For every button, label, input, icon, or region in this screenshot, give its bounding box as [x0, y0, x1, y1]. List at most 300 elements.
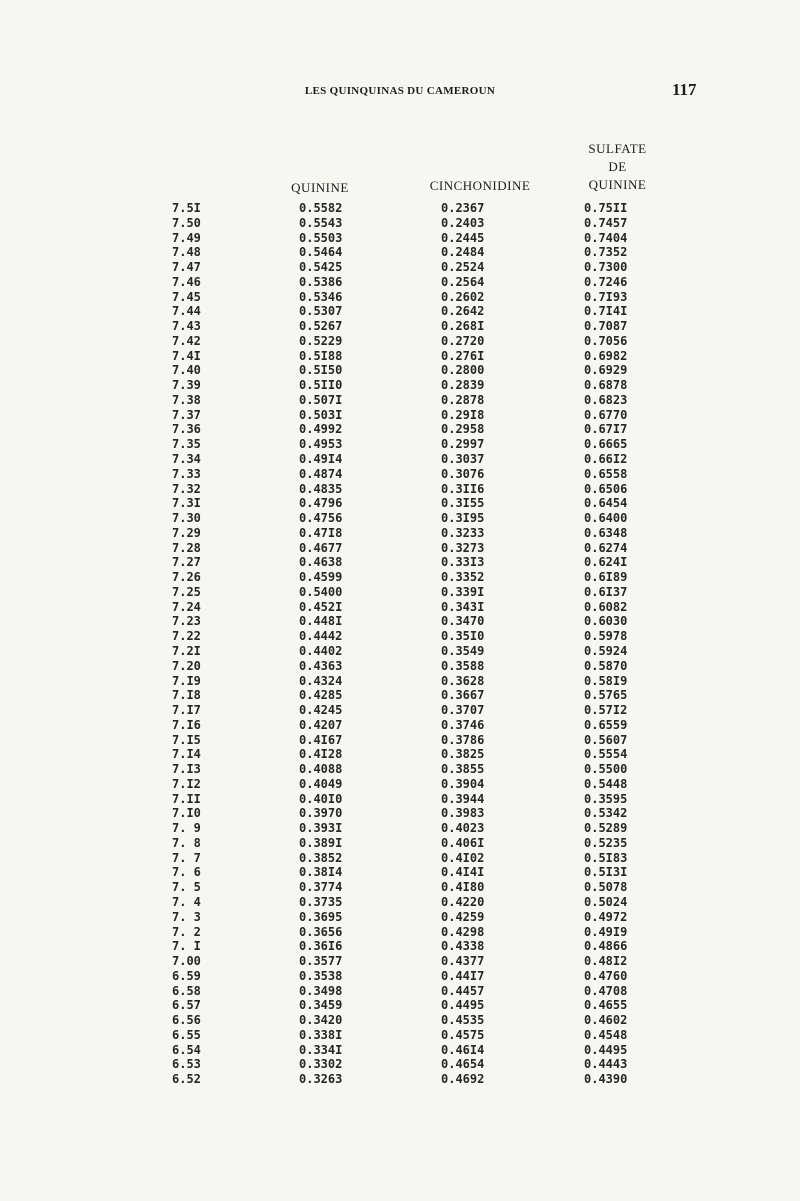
cell-cinchonidine: 0.2800	[441, 363, 485, 378]
cell-cinchonidine: 0.4377	[441, 954, 485, 969]
cell-sulfate-de-quinine: 0.624I	[584, 555, 628, 570]
cell-value: 7.20	[172, 658, 201, 673]
cell-sulfate-de-quinine: 0.6929	[584, 363, 628, 378]
cell-cinchonidine: 0.276I	[441, 348, 485, 363]
cell-cinchonidine: 0.3I95	[441, 511, 485, 526]
table-row	[0, 422, 800, 437]
table-row	[0, 437, 800, 452]
cell-value: 7.46	[172, 274, 201, 289]
data-table	[0, 201, 800, 1087]
cell-cinchonidine: 0.4259	[441, 909, 485, 924]
cell-cinchonidine: 0.4I02	[441, 850, 485, 865]
cell-cinchonidine: 0.4I80	[441, 880, 485, 895]
cell-sulfate-de-quinine: 0.5024	[584, 894, 628, 909]
cell-cinchonidine: 0.2484	[441, 245, 485, 260]
table-row	[0, 747, 800, 762]
table-row	[0, 275, 800, 290]
cell-sulfate-de-quinine: 0.4655	[584, 998, 628, 1013]
cell-sulfate-de-quinine: 0.4602	[584, 1013, 628, 1028]
cell-sulfate-de-quinine: 0.5500	[584, 762, 628, 777]
cell-sulfate-de-quinine: 0.6348	[584, 525, 628, 540]
cell-value: 7. 7	[172, 850, 201, 865]
cell-sulfate-de-quinine: 0.5924	[584, 643, 628, 658]
cell-quinine: 0.3498	[299, 983, 343, 998]
table-row	[0, 644, 800, 659]
table-row	[0, 555, 800, 570]
cell-sulfate-de-quinine: 0.6770	[584, 407, 628, 422]
cell-value: 6.58	[172, 983, 201, 998]
cell-value: 7.I6	[172, 717, 201, 732]
cell-value: 7.I5	[172, 732, 201, 747]
cell-cinchonidine: 0.2602	[441, 289, 485, 304]
cell-quinine: 0.448I	[299, 614, 343, 629]
cell-cinchonidine: 0.2878	[441, 392, 485, 407]
cell-value: 6.52	[172, 1072, 201, 1087]
column-header-sulfate-line-2: DE	[608, 159, 627, 174]
table-row	[0, 334, 800, 349]
cell-quinine: 0.389I	[299, 835, 343, 850]
cell-quinine: 0.3970	[299, 806, 343, 821]
cell-quinine: 0.334I	[299, 1042, 343, 1057]
cell-sulfate-de-quinine: 0.4390	[584, 1072, 628, 1087]
cell-value: 7.42	[172, 333, 201, 348]
cell-quinine: 0.503I	[299, 407, 343, 422]
cell-value: 6.56	[172, 1013, 201, 1028]
cell-value: 7.44	[172, 304, 201, 319]
cell-sulfate-de-quinine: 0.57I2	[584, 703, 628, 718]
cell-value: 7.33	[172, 466, 201, 481]
cell-sulfate-de-quinine: 0.5870	[584, 658, 628, 673]
cell-cinchonidine: 0.339I	[441, 584, 485, 599]
cell-value: 6.55	[172, 1027, 201, 1042]
table-row	[0, 408, 800, 423]
cell-quinine: 0.5464	[299, 245, 343, 260]
cell-quinine: 0.5582	[299, 201, 343, 215]
cell-cinchonidine: 0.3628	[441, 673, 485, 688]
table-row	[0, 998, 800, 1013]
table-row	[0, 984, 800, 999]
cell-value: 7.27	[172, 555, 201, 570]
cell-cinchonidine: 0.3588	[441, 658, 485, 673]
cell-sulfate-de-quinine: 0.75II	[584, 201, 628, 215]
cell-quinine: 0.4442	[299, 629, 343, 644]
table-row	[0, 482, 800, 497]
cell-quinine: 0.3735	[299, 894, 343, 909]
table-row	[0, 954, 800, 969]
cell-sulfate-de-quinine: 0.4548	[584, 1027, 628, 1042]
cell-value: 7.II	[172, 791, 201, 806]
cell-sulfate-de-quinine: 0.6878	[584, 378, 628, 393]
cell-sulfate-de-quinine: 0.4443	[584, 1057, 628, 1072]
table-row	[0, 821, 800, 836]
table-row	[0, 496, 800, 511]
cell-quinine: 0.5267	[299, 319, 343, 334]
cell-sulfate-de-quinine: 0.5078	[584, 880, 628, 895]
cell-cinchonidine: 0.46I4	[441, 1042, 485, 1057]
cell-cinchonidine: 0.2642	[441, 304, 485, 319]
table-row	[0, 865, 800, 880]
cell-quinine: 0.3420	[299, 1013, 343, 1028]
cell-quinine: 0.4992	[299, 422, 343, 437]
cell-sulfate-de-quinine: 0.7404	[584, 230, 628, 245]
cell-value: 7.26	[172, 570, 201, 585]
cell-value: 7. 8	[172, 835, 201, 850]
cell-quinine: 0.4245	[299, 703, 343, 718]
table-row	[0, 231, 800, 246]
cell-value: 7.45	[172, 289, 201, 304]
cell-value: 7.32	[172, 481, 201, 496]
cell-sulfate-de-quinine: 0.5978	[584, 629, 628, 644]
page-number: 117	[672, 80, 697, 99]
cell-sulfate-de-quinine: 0.6082	[584, 599, 628, 614]
cell-cinchonidine: 0.4654	[441, 1057, 485, 1072]
cell-cinchonidine: 0.4023	[441, 821, 485, 836]
cell-sulfate-de-quinine: 0.4972	[584, 909, 628, 924]
table-row	[0, 762, 800, 777]
cell-quinine: 0.4835	[299, 481, 343, 496]
cell-quinine: 0.4363	[299, 658, 343, 673]
cell-cinchonidine: 0.4220	[441, 894, 485, 909]
cell-value: 7.I9	[172, 673, 201, 688]
cell-quinine: 0.4756	[299, 511, 343, 526]
cell-value: 7.I2	[172, 776, 201, 791]
table-row	[0, 1028, 800, 1043]
cell-sulfate-de-quinine: 0.7I93	[584, 289, 628, 304]
table-row	[0, 1043, 800, 1058]
cell-quinine: 0.5307	[299, 304, 343, 319]
cell-value: 7.37	[172, 407, 201, 422]
cell-quinine: 0.4324	[299, 673, 343, 688]
cell-value: 7.38	[172, 392, 201, 407]
cell-cinchonidine: 0.3904	[441, 776, 485, 791]
table-row	[0, 939, 800, 954]
cell-quinine: 0.5229	[299, 333, 343, 348]
cell-cinchonidine: 0.4338	[441, 939, 485, 954]
table-row	[0, 792, 800, 807]
cell-sulfate-de-quinine: 0.6454	[584, 496, 628, 511]
cell-sulfate-de-quinine: 0.4760	[584, 968, 628, 983]
cell-sulfate-de-quinine: 0.49I9	[584, 924, 628, 939]
cell-value: 7. 2	[172, 924, 201, 939]
cell-cinchonidine: 0.3855	[441, 762, 485, 777]
cell-cinchonidine: 0.3707	[441, 703, 485, 718]
cell-quinine: 0.4049	[299, 776, 343, 791]
table-row	[0, 1072, 800, 1087]
cell-quinine: 0.49I4	[299, 452, 343, 467]
cell-value: 7.5I	[172, 201, 201, 215]
cell-value: 7.28	[172, 540, 201, 555]
cell-sulfate-de-quinine: 0.5I83	[584, 850, 628, 865]
column-header-sulfate-de-quinine	[570, 140, 665, 194]
cell-value: 7.48	[172, 245, 201, 260]
table-row	[0, 629, 800, 644]
cell-value: 6.57	[172, 998, 201, 1013]
table-row	[0, 925, 800, 940]
table-row	[0, 910, 800, 925]
cell-sulfate-de-quinine: 0.48I2	[584, 954, 628, 969]
running-head: LES QUINQUINAS DU CAMEROUN	[304, 85, 496, 97]
table-row	[0, 718, 800, 733]
table-row	[0, 614, 800, 629]
cell-value: 7.29	[172, 525, 201, 540]
table-row	[0, 836, 800, 851]
cell-sulfate-de-quinine: 0.6558	[584, 466, 628, 481]
cell-value: 7.I0	[172, 806, 201, 821]
table-row	[0, 541, 800, 556]
cell-quinine: 0.3302	[299, 1057, 343, 1072]
cell-cinchonidine: 0.268I	[441, 319, 485, 334]
cell-quinine: 0.4874	[299, 466, 343, 481]
table-row	[0, 570, 800, 585]
cell-value: 7.49	[172, 230, 201, 245]
cell-value: 7.25	[172, 584, 201, 599]
cell-sulfate-de-quinine: 0.6823	[584, 392, 628, 407]
table-row	[0, 378, 800, 393]
cell-sulfate-de-quinine: 0.6506	[584, 481, 628, 496]
cell-cinchonidine: 0.3944	[441, 791, 485, 806]
cell-value: 7.39	[172, 378, 201, 393]
cell-sulfate-de-quinine: 0.5235	[584, 835, 628, 850]
table-row	[0, 777, 800, 792]
cell-quinine: 0.47I8	[299, 525, 343, 540]
cell-quinine: 0.40I0	[299, 791, 343, 806]
cell-sulfate-de-quinine: 0.5289	[584, 821, 628, 836]
column-header-quinine: QUININE	[291, 180, 349, 195]
cell-sulfate-de-quinine: 0.5607	[584, 732, 628, 747]
cell-value: 6.54	[172, 1042, 201, 1057]
table-row	[0, 1057, 800, 1072]
cell-value: 7.I7	[172, 703, 201, 718]
cell-quinine: 0.4599	[299, 570, 343, 585]
cell-cinchonidine: 0.343I	[441, 599, 485, 614]
cell-value: 6.59	[172, 968, 201, 983]
cell-cinchonidine: 0.44I7	[441, 968, 485, 983]
cell-quinine: 0.3695	[299, 909, 343, 924]
cell-cinchonidine: 0.4457	[441, 983, 485, 998]
cell-cinchonidine: 0.3076	[441, 466, 485, 481]
cell-quinine: 0.4285	[299, 688, 343, 703]
cell-quinine: 0.3656	[299, 924, 343, 939]
table-row	[0, 245, 800, 260]
cell-value: 7.00	[172, 954, 201, 969]
cell-quinine: 0.5I88	[299, 348, 343, 363]
cell-quinine: 0.4I28	[299, 747, 343, 762]
table-row	[0, 733, 800, 748]
cell-cinchonidine: 0.2839	[441, 378, 485, 393]
cell-cinchonidine: 0.3549	[441, 643, 485, 658]
column-header-cinchonidine: CINCHONIDINE	[429, 178, 531, 193]
cell-sulfate-de-quinine: 0.6559	[584, 717, 628, 732]
cell-value: 7.I8	[172, 688, 201, 703]
column-header-sulfate-line-3: QUININE	[588, 177, 647, 192]
column-header-sulfate-line-1: SULFATE	[588, 141, 647, 156]
cell-quinine: 0.38I4	[299, 865, 343, 880]
cell-sulfate-de-quinine: 0.6I37	[584, 584, 628, 599]
cell-cinchonidine: 0.2958	[441, 422, 485, 437]
cell-sulfate-de-quinine: 0.6I89	[584, 570, 628, 585]
cell-cinchonidine: 0.3037	[441, 452, 485, 467]
table-row	[0, 806, 800, 821]
cell-cinchonidine: 0.2564	[441, 274, 485, 289]
cell-value: 7. 6	[172, 865, 201, 880]
cell-sulfate-de-quinine: 0.7300	[584, 260, 628, 275]
cell-cinchonidine: 0.2720	[441, 333, 485, 348]
cell-quinine: 0.4677	[299, 540, 343, 555]
table-row	[0, 290, 800, 305]
cell-value: 7. I	[172, 939, 201, 954]
cell-cinchonidine: 0.3667	[441, 688, 485, 703]
table-row	[0, 216, 800, 231]
cell-cinchonidine: 0.3470	[441, 614, 485, 629]
cell-value: 7.34	[172, 452, 201, 467]
table-row	[0, 1013, 800, 1028]
table-row	[0, 688, 800, 703]
cell-sulfate-de-quinine: 0.67I7	[584, 422, 628, 437]
cell-value: 6.53	[172, 1057, 201, 1072]
cell-value: 7. 9	[172, 821, 201, 836]
cell-quinine: 0.338I	[299, 1027, 343, 1042]
cell-sulfate-de-quinine: 0.7I4I	[584, 304, 628, 319]
cell-sulfate-de-quinine: 0.66I2	[584, 452, 628, 467]
cell-cinchonidine: 0.2367	[441, 201, 485, 215]
cell-quinine: 0.4638	[299, 555, 343, 570]
table-row	[0, 674, 800, 689]
cell-value: 7.50	[172, 215, 201, 230]
cell-cinchonidine: 0.4I4I	[441, 865, 485, 880]
cell-sulfate-de-quinine: 0.4866	[584, 939, 628, 954]
cell-sulfate-de-quinine: 0.6400	[584, 511, 628, 526]
cell-cinchonidine: 0.3786	[441, 732, 485, 747]
cell-value: 7.47	[172, 260, 201, 275]
cell-quinine: 0.5II0	[299, 378, 343, 393]
table-row	[0, 201, 800, 216]
cell-value: 7.43	[172, 319, 201, 334]
cell-cinchonidine: 0.2997	[441, 437, 485, 452]
table-row	[0, 393, 800, 408]
cell-cinchonidine: 0.3II6	[441, 481, 485, 496]
cell-quinine: 0.3577	[299, 954, 343, 969]
cell-cinchonidine: 0.3I55	[441, 496, 485, 511]
cell-sulfate-de-quinine: 0.5765	[584, 688, 628, 703]
cell-quinine: 0.3538	[299, 968, 343, 983]
cell-quinine: 0.4088	[299, 762, 343, 777]
cell-quinine: 0.3263	[299, 1072, 343, 1087]
cell-value: 7. 4	[172, 894, 201, 909]
cell-value: 7.30	[172, 511, 201, 526]
cell-cinchonidine: 0.4692	[441, 1072, 485, 1087]
table-row	[0, 511, 800, 526]
table-row	[0, 659, 800, 674]
table-row	[0, 585, 800, 600]
cell-sulfate-de-quinine: 0.6665	[584, 437, 628, 452]
table-row	[0, 880, 800, 895]
cell-cinchonidine: 0.3746	[441, 717, 485, 732]
cell-sulfate-de-quinine: 0.5554	[584, 747, 628, 762]
cell-quinine: 0.4796	[299, 496, 343, 511]
cell-quinine: 0.5386	[299, 274, 343, 289]
cell-quinine: 0.4953	[299, 437, 343, 452]
table-row	[0, 452, 800, 467]
cell-cinchonidine: 0.4575	[441, 1027, 485, 1042]
table-row	[0, 467, 800, 482]
cell-value: 7.2I	[172, 643, 201, 658]
cell-quinine: 0.4207	[299, 717, 343, 732]
cell-value: 7.24	[172, 599, 201, 614]
table-row	[0, 260, 800, 275]
cell-cinchonidine: 0.4495	[441, 998, 485, 1013]
cell-cinchonidine: 0.2445	[441, 230, 485, 245]
table-row	[0, 319, 800, 334]
table-row	[0, 895, 800, 910]
cell-quinine: 0.3459	[299, 998, 343, 1013]
cell-value: 7.I4	[172, 747, 201, 762]
cell-sulfate-de-quinine: 0.5I3I	[584, 865, 628, 880]
cell-sulfate-de-quinine: 0.7352	[584, 245, 628, 260]
cell-value: 7. 5	[172, 880, 201, 895]
cell-quinine: 0.36I6	[299, 939, 343, 954]
cell-cinchonidine: 0.3825	[441, 747, 485, 762]
table-row	[0, 851, 800, 866]
cell-cinchonidine: 0.406I	[441, 835, 485, 850]
cell-sulfate-de-quinine: 0.6030	[584, 614, 628, 629]
cell-value: 7.4I	[172, 348, 201, 363]
cell-cinchonidine: 0.4535	[441, 1013, 485, 1028]
cell-cinchonidine: 0.4298	[441, 924, 485, 939]
cell-value: 7. 3	[172, 909, 201, 924]
cell-quinine: 0.393I	[299, 821, 343, 836]
cell-sulfate-de-quinine: 0.7056	[584, 333, 628, 348]
cell-value: 7.3I	[172, 496, 201, 511]
cell-cinchonidine: 0.2403	[441, 215, 485, 230]
cell-cinchonidine: 0.29I8	[441, 407, 485, 422]
cell-sulfate-de-quinine: 0.5448	[584, 776, 628, 791]
cell-quinine: 0.452I	[299, 599, 343, 614]
cell-sulfate-de-quinine: 0.58I9	[584, 673, 628, 688]
cell-cinchonidine: 0.33I3	[441, 555, 485, 570]
cell-value: 7.36	[172, 422, 201, 437]
cell-quinine: 0.5I50	[299, 363, 343, 378]
cell-quinine: 0.5425	[299, 260, 343, 275]
table-row	[0, 363, 800, 378]
cell-sulfate-de-quinine: 0.4495	[584, 1042, 628, 1057]
cell-sulfate-de-quinine: 0.7087	[584, 319, 628, 334]
table-row	[0, 969, 800, 984]
cell-quinine: 0.3852	[299, 850, 343, 865]
cell-cinchonidine: 0.3233	[441, 525, 485, 540]
cell-value: 7.40	[172, 363, 201, 378]
cell-quinine: 0.3774	[299, 880, 343, 895]
cell-sulfate-de-quinine: 0.3595	[584, 791, 628, 806]
cell-quinine: 0.5503	[299, 230, 343, 245]
cell-sulfate-de-quinine: 0.6982	[584, 348, 628, 363]
cell-quinine: 0.5400	[299, 584, 343, 599]
cell-cinchonidine: 0.35I0	[441, 629, 485, 644]
cell-cinchonidine: 0.2524	[441, 260, 485, 275]
cell-quinine: 0.5346	[299, 289, 343, 304]
cell-sulfate-de-quinine: 0.7246	[584, 274, 628, 289]
cell-quinine: 0.507I	[299, 392, 343, 407]
cell-quinine: 0.4402	[299, 643, 343, 658]
cell-quinine: 0.4I67	[299, 732, 343, 747]
cell-value: 7.35	[172, 437, 201, 452]
cell-sulfate-de-quinine: 0.6274	[584, 540, 628, 555]
cell-sulfate-de-quinine: 0.7457	[584, 215, 628, 230]
cell-value: 7.23	[172, 614, 201, 629]
cell-sulfate-de-quinine: 0.4708	[584, 983, 628, 998]
cell-cinchonidine: 0.3273	[441, 540, 485, 555]
cell-quinine: 0.5543	[299, 215, 343, 230]
cell-cinchonidine: 0.3352	[441, 570, 485, 585]
